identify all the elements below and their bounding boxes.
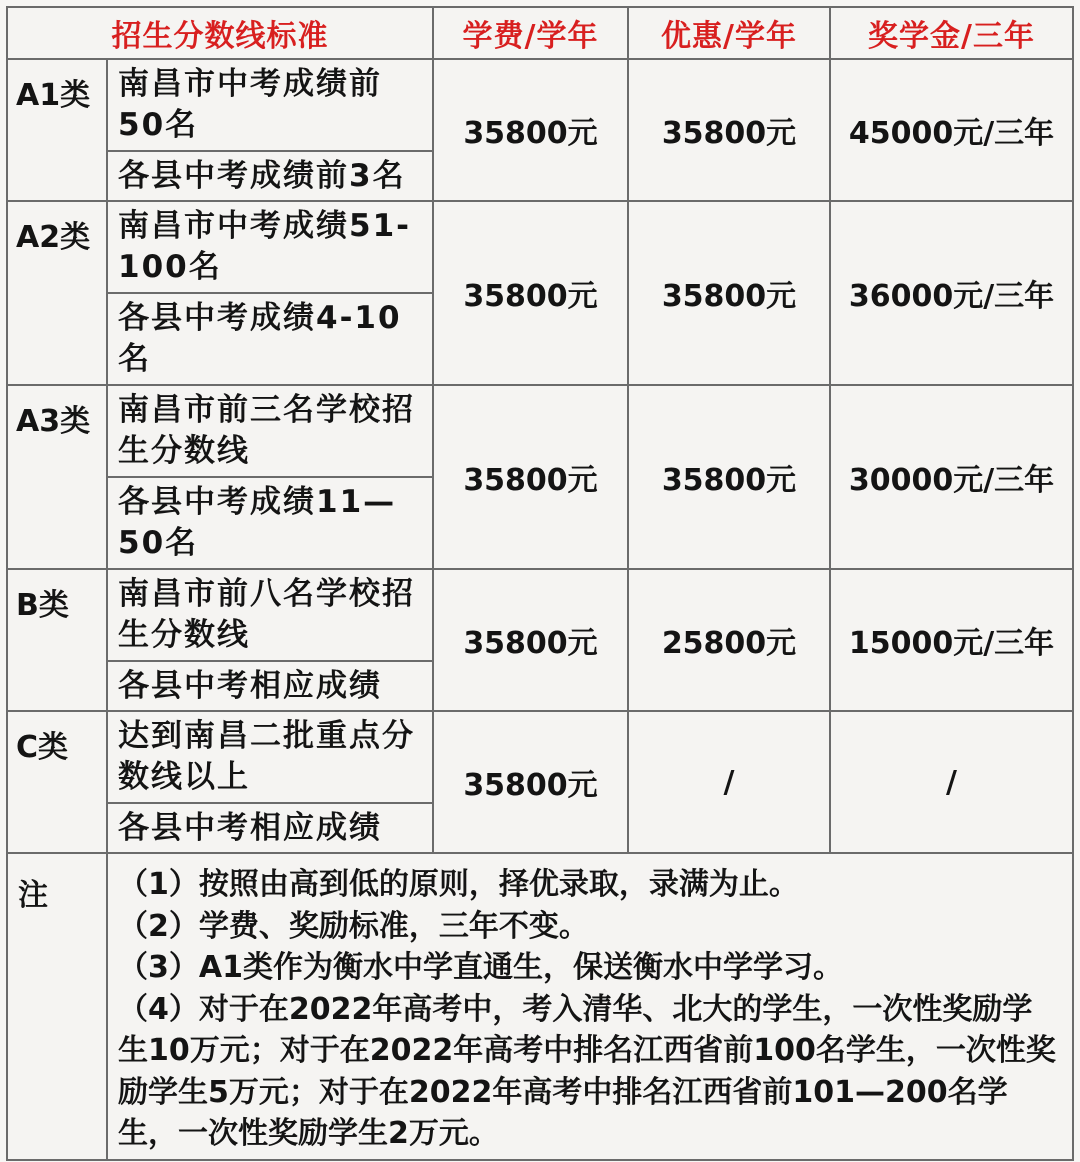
criteria-county: 各县中考相应成绩 bbox=[107, 661, 433, 711]
scholarship-value: 15000元/三年 bbox=[830, 569, 1073, 711]
scholarship-value: 45000元/三年 bbox=[830, 59, 1073, 201]
criteria-county: 各县中考成绩前3名 bbox=[107, 151, 433, 201]
category-label: A1类 bbox=[7, 59, 107, 201]
criteria-city: 南昌市中考成绩51-100名 bbox=[107, 201, 433, 293]
notes-label: 注 bbox=[7, 853, 107, 1160]
category-label: A2类 bbox=[7, 201, 107, 385]
table-row bbox=[7, 201, 1073, 293]
scholarship-value: 36000元/三年 bbox=[830, 201, 1073, 385]
table-row bbox=[7, 59, 1073, 151]
tuition-value: 35800元 bbox=[433, 711, 628, 853]
category-label: C类 bbox=[7, 711, 107, 853]
note-item: （3）A1类作为衡水中学直通生，保送衡水中学学习。 bbox=[118, 950, 843, 985]
criteria-city: 南昌市前三名学校招生分数线 bbox=[107, 385, 433, 477]
scholarship-value: 30000元/三年 bbox=[830, 385, 1073, 569]
note-item: （2）学费、奖励标准，三年不变。 bbox=[118, 908, 589, 944]
criteria-county: 各县中考相应成绩 bbox=[107, 803, 433, 853]
tuition-value: 35800元 bbox=[433, 385, 628, 569]
admission-table bbox=[6, 6, 1074, 1161]
table-row bbox=[7, 385, 1073, 477]
notes-content bbox=[107, 853, 1073, 1160]
criteria-city: 南昌市前八名学校招生分数线 bbox=[107, 569, 433, 661]
criteria-city: 南昌市中考成绩前50名 bbox=[107, 59, 433, 151]
category-label: A3类 bbox=[7, 385, 107, 569]
header-scholarship: 奖学金/三年 bbox=[830, 7, 1073, 59]
note-item: （4）对于在2022年高考中，考入清华、北大的学生，一次性奖励学生10万元；对于在2022年高考中排名江西省前100名学生，一次性奖励学生5万元；对于在2022年高考中排名江西省前101—200名学生，一次性奖励学生2万元。 bbox=[118, 991, 1056, 1151]
header-criteria: 招生分数线标准 bbox=[7, 7, 433, 59]
discount-value: 35800元 bbox=[628, 385, 830, 569]
table-row bbox=[7, 569, 1073, 661]
admission-table-container bbox=[6, 6, 1074, 1156]
tuition-value: 35800元 bbox=[433, 569, 628, 711]
tuition-value: 35800元 bbox=[433, 59, 628, 201]
discount-value: 25800元 bbox=[628, 569, 830, 711]
note-item: （1）按照由高到低的原则，择优录取，录满为止。 bbox=[118, 867, 799, 902]
table-header-row bbox=[7, 7, 1073, 59]
header-discount: 优惠/学年 bbox=[628, 7, 830, 59]
criteria-county: 各县中考成绩11—50名 bbox=[107, 477, 433, 569]
tuition-value: 35800元 bbox=[433, 201, 628, 385]
discount-value: 35800元 bbox=[628, 201, 830, 385]
notes-row bbox=[7, 853, 1073, 1160]
category-label: B类 bbox=[7, 569, 107, 711]
criteria-city: 达到南昌二批重点分数线以上 bbox=[107, 711, 433, 803]
header-tuition: 学费/学年 bbox=[433, 7, 628, 59]
discount-value: 35800元 bbox=[628, 59, 830, 201]
table-row bbox=[7, 711, 1073, 803]
criteria-county: 各县中考成绩4-10名 bbox=[107, 293, 433, 385]
scholarship-value: / bbox=[830, 711, 1073, 853]
discount-value: / bbox=[628, 711, 830, 853]
